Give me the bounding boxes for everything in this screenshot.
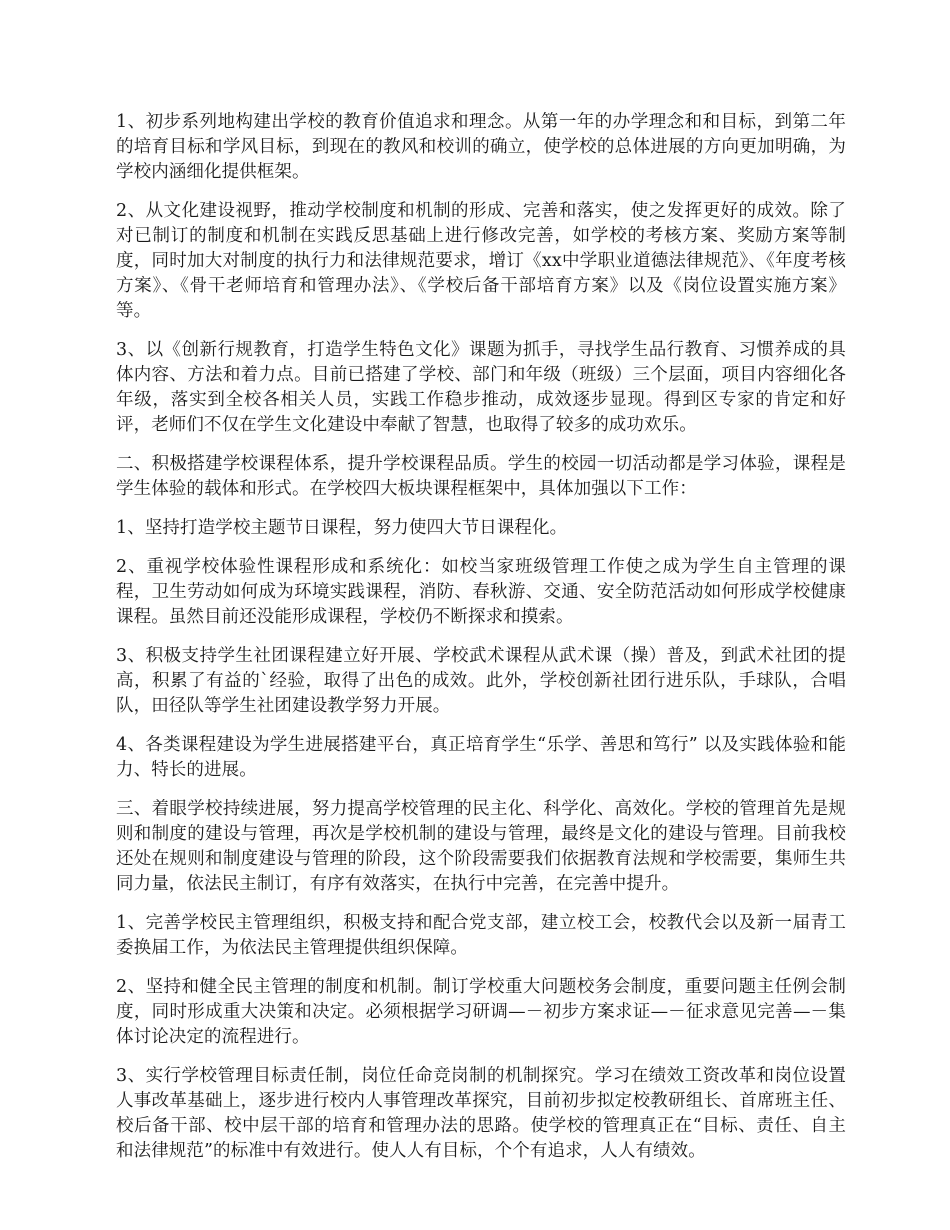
paragraph: 1、初步系列地构建出学校的教育价值追求和理念。从第一年的办学理念和和目标，到第二年的培育目标和学风目标，到现在的教风和校训的确立，使学校的总体进展的方向更加明确，为学校内涵细化提供框架。 xyxy=(116,112,846,182)
paragraph: 1、坚持打造学校主题节日课程，努力使四大节日课程化。 xyxy=(116,518,568,538)
document-body xyxy=(116,110,846,1178)
paragraph: 3、积极支持学生社团课程建立好开展、学校武术课程从武术课（操）普及，到武术社团的提高，积累了有益的`经验，取得了出色的成效。此外，学校创新社团行进乐队，手球队，合唱队，田径队等学生社团建设教学努力开展。 xyxy=(116,646,846,716)
paragraph: 2、重视学校体验性课程形成和系统化：如校当家班级管理工作使之成为学生自主管理的课程，卫生劳动如何成为环境实践课程，消防、春秋游、交通、安全防范活动如何形成学校健康课程。虽然目前还没能形成课程，学校仍不断探求和摸索。 xyxy=(116,557,846,627)
paragraph: 4、各类课程建设为学生进展搭建平台，真正培育学生“乐学、善思和笃行” 以及实践体验和能力、特长的进展。 xyxy=(116,735,846,780)
paragraph: 2、坚持和健全民主管理的制度和机制。制订学校重大问题校务会制度，重要问题主任例会制度，同时形成重大决策和决定。必须根据学习研调—－初步方案求证—－征求意见完善—－集体讨论决定的流程进行。 xyxy=(116,977,846,1047)
paragraph: 1、完善学校民主管理组织，积极支持和配合党支部，建立校工会，校教代会以及新一届青工委换届工作，为依法民主管理提供组织保障。 xyxy=(116,913,846,958)
paragraph: 3、以《创新行规教育，打造学生特色文化》课题为抓手，寻找学生品行教育、习惯养成的具体内容、方法和着力点。目前已搭建了学校、部门和年级（班级）三个层面，项目内容细化各年级，落实到全校各相关人员，实践工作稳步推动，成效逐步显现。得到区专家的肯定和好评，老师们不仅在学生文化建设中奉献了智慧，也取得了较多的成功欢乐。 xyxy=(116,340,846,435)
paragraph: 3、实行学校管理目标责任制，岗位任命竞岗制的机制探究。学习在绩效工资改革和岗位设置人事改革基础上，逐步进行校内人事管理改革探究，目前初步拟定校教研组长、首席班主任、校后备干部、校中层干部的培育和管理办法的思路。使学校的管理真正在“目标、责任、自主和法律规范”的标准中有效进行。使人人有目标，个个有追求，人人有绩效。 xyxy=(116,1066,846,1161)
paragraph: 二、积极搭建学校课程体系，提升学校课程品质。学生的校园一切活动都是学习体验，课程是学生体验的载体和形式。在学校四大板块课程框架中，具体加强以下工作： xyxy=(116,454,846,499)
paragraph: 三、着眼学校持续进展，努力提高学校管理的民主化、科学化、高效化。学校的管理首先是规则和制度的建设与管理，再次是学校机制的建设与管理，最终是文化的建设与管理。目前我校还处在规则和制度建设与管理的阶段，这个阶段需要我们依据教育法规和学校需要，集师生共同力量，依法民主制订，有序有效落实，在执行中完善，在完善中提升。 xyxy=(116,799,846,894)
paragraph: 2、从文化建设视野，推动学校制度和机制的形成、完善和落实，使之发挥更好的成效。除了对已制订的制度和机制在实践反思基础上进行修改完善，如学校的考核方案、奖励方案等制度，同时加大对制度的执行力和法律规范要求，增订《xx中学职业道德法律规范》、《年度考核方案》、《骨干老师培育和管理办法》、《学校后备干部培育方案》以及《岗位设置实施方案》等。 xyxy=(116,201,846,321)
